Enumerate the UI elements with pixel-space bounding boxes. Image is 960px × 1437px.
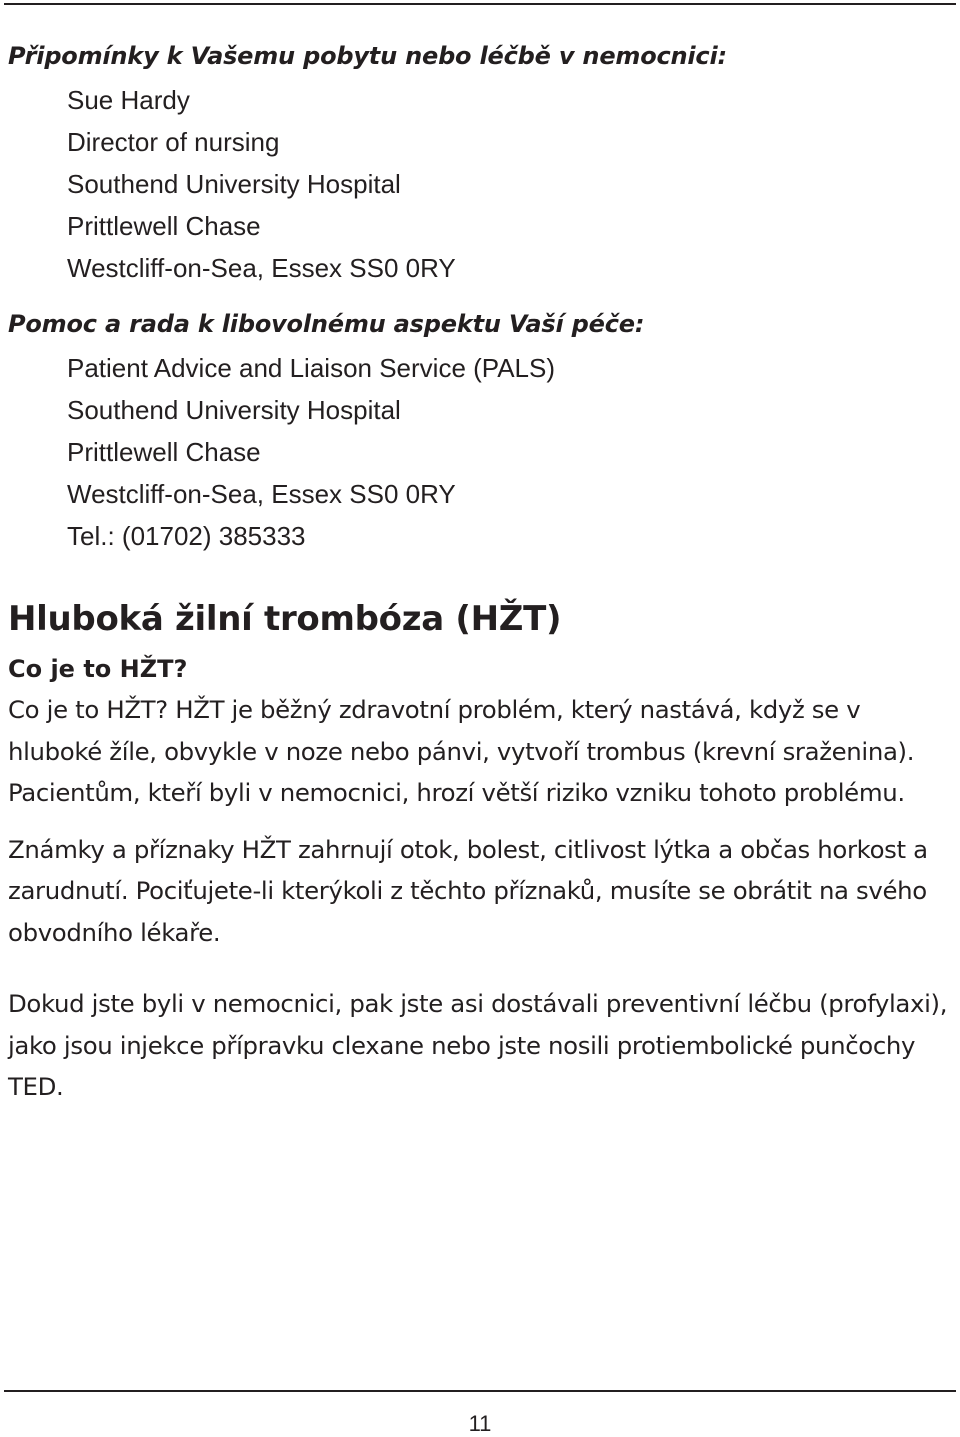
- address-line: Prittlewell Chase: [67, 211, 261, 241]
- dvt-title: Hluboká žilní trombóza (HŽT): [8, 599, 562, 639]
- address-line: Westcliff-on-Sea, Essex SS0 0RY: [67, 479, 456, 509]
- dvt-paragraph-definition: Co je to HŽT? HŽT je běžný zdravotní problém, který nastává, když se v hluboké žíle, obvykle v noze nebo pánvi, vytvoří trombus (krevní sraženina). Pacientům, kteří byli v nemocnici, hrozí větší riziko vzniku tohoto problému.: [8, 695, 915, 807]
- address-line: Director of nursing: [67, 127, 280, 157]
- address-line: Patient Advice and Liaison Service (PALS): [67, 353, 556, 383]
- dvt-subtitle: Co je to HŽT?: [8, 655, 188, 683]
- top-rule: [4, 3, 956, 5]
- page-number: 11: [468, 1411, 492, 1436]
- dvt-paragraph-symptoms: Známky a příznaky HŽT zahrnují otok, bolest, citlivost lýtka a občas horkost a zarudnutí. Pociťujete-li kterýkoli z těchto příznaků, musíte se obrátit na svého obvodního lékaře.: [8, 834, 928, 947]
- address-line: Westcliff-on-Sea, Essex SS0 0RY: [67, 253, 456, 283]
- dvt-paragraph-prevention: Dokud jste byli v nemocnici, pak jste asi dostávali preventivní léčbu (profylaxi), jako jsou injekce přípravku clexane nebo jste nosili protiembolické punčochy TED.: [8, 989, 948, 1101]
- phone-line: Tel.: (01702) 385333: [67, 521, 306, 551]
- address-line: Southend University Hospital: [67, 169, 401, 199]
- complaints-heading: Připomínky k Vašemu pobytu nebo léčbě v nemocnici:: [8, 42, 727, 70]
- address-line: Sue Hardy: [67, 85, 190, 115]
- complaints-address: [8, 79, 948, 289]
- advice-heading: Pomoc a rada k libovolnému aspektu Vaší péče:: [8, 310, 645, 338]
- address-line: Southend University Hospital: [67, 395, 401, 425]
- address-line: Prittlewell Chase: [67, 437, 261, 467]
- advice-address: [8, 347, 948, 557]
- page-content: [8, 38, 948, 1108]
- bottom-rule: [4, 1390, 956, 1392]
